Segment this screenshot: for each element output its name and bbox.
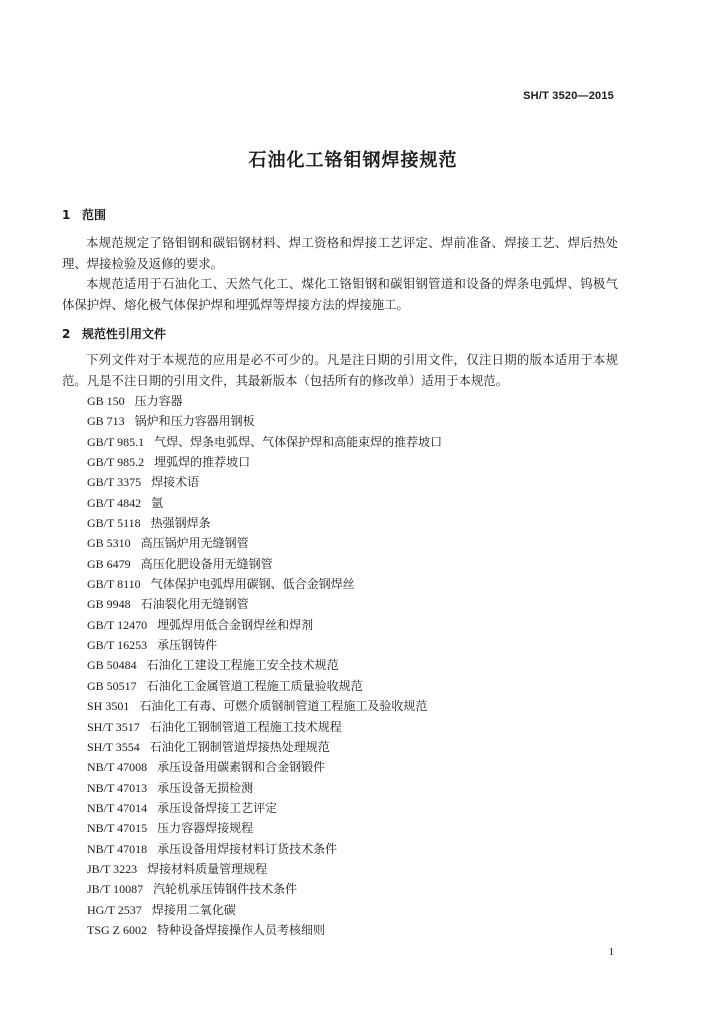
reference-item (87, 594, 442, 614)
reference-item (87, 472, 442, 492)
reference-item (87, 391, 442, 411)
paragraph-scope-2: 本规范适用于石油化工、天然气化工、煤化工铬钼钢和碳钼钢管道和设备的焊条电弧焊、钨极气体保护焊、熔化极气体保护焊和埋弧焊等焊接方法的焊接施工。 (62, 276, 618, 312)
reference-code: SH 3501 (87, 699, 130, 714)
reference-item (87, 717, 442, 737)
reference-item (87, 635, 442, 655)
reference-code: NB/T 47008 (87, 760, 148, 775)
reference-code: GB 5310 (87, 536, 131, 551)
reference-name: 锅炉和压力容器用钢板 (134, 414, 255, 429)
reference-item (87, 411, 442, 431)
reference-code: GB/T 985.2 (87, 455, 145, 470)
reference-code: NB/T 47014 (87, 800, 148, 815)
reference-item (87, 493, 442, 513)
reference-code: TSG Z 6002 (87, 922, 147, 937)
document-title: 石油化工铬钼钢焊接规范 (248, 150, 458, 171)
reference-code: GB/T 3375 (87, 475, 142, 490)
reference-name: 石油化工建设工程施工安全技术规范 (146, 658, 339, 673)
reference-item (87, 574, 442, 594)
reference-name: 氩 (151, 495, 164, 510)
reference-item (87, 859, 442, 879)
section-number: 2 (62, 327, 71, 341)
paragraph-references-intro: 下列文件对于本规范的应用是必不可少的。凡是注日期的引用文件，仅注日期的版本适用于本规范。凡是不注日期的引用文件，其最新版本（包括所有的修改单）适用于本规范。 (62, 352, 618, 388)
reference-name: 高压锅炉用无缝钢管 (140, 536, 249, 551)
reference-name: 埋弧焊用低合金钢焊丝和焊剂 (157, 617, 314, 632)
reference-name: 压力容器焊接规程 (157, 821, 254, 836)
reference-code: NB/T 47015 (87, 821, 148, 836)
reference-item (87, 615, 442, 635)
reference-item (87, 432, 442, 452)
reference-name: 承压设备用碳素钢和合金钢锻件 (157, 760, 326, 775)
paragraph-scope-1: 本规范规定了铬钼钢和碳铝钢材料、焊工资格和焊接工艺评定、焊前准备、焊接工艺、焊后热处理、焊接检验及返修的要求。 (62, 235, 618, 271)
reference-code: NB/T 47013 (87, 780, 148, 795)
reference-code: GB/T 16253 (87, 638, 148, 653)
reference-item (87, 696, 442, 716)
reference-item (87, 839, 442, 859)
reference-item (87, 513, 442, 533)
reference-list (87, 391, 442, 940)
reference-name: 高压化肥设备用无缝钢管 (140, 556, 273, 571)
reference-code: GB/T 5118 (87, 516, 141, 531)
reference-item (87, 900, 442, 920)
section-heading-normative-references (62, 325, 166, 342)
section-title: 范围 (82, 208, 107, 222)
reference-code: JB/T 3223 (87, 861, 138, 876)
reference-item (87, 757, 442, 777)
reference-name: 特种设备焊接操作人员考核细则 (157, 922, 326, 937)
reference-code: NB/T 47018 (87, 841, 148, 856)
reference-code: GB/T 4842 (87, 495, 142, 510)
reference-item (87, 737, 442, 757)
reference-name: 气焊、焊条电弧焊、气体保护焊和高能束焊的推荐坡口 (154, 434, 443, 449)
reference-item (87, 554, 442, 574)
reference-name: 承压钢铸件 (157, 638, 218, 653)
reference-name: 气体保护电弧焊用碳钢、低合金钢焊丝 (150, 577, 355, 592)
reference-name: 承压设备焊接工艺评定 (157, 800, 278, 815)
reference-code: GB 150 (87, 394, 125, 408)
reference-code: GB/T 8110 (87, 577, 141, 592)
reference-name: 石油化工金属管道工程施工质量验收规范 (146, 678, 363, 693)
reference-item (87, 920, 442, 940)
reference-code: SH/T 3517 (87, 719, 140, 734)
reference-item (87, 778, 442, 798)
reference-item (87, 452, 442, 472)
reference-name: 石油化工有毒、可燃介质钢制管道工程施工及验收规范 (139, 699, 428, 714)
reference-code: GB 50517 (87, 678, 137, 693)
reference-code: GB 713 (87, 414, 125, 429)
reference-item (87, 798, 442, 818)
reference-name: 承压设备用焊接材料订货技术条件 (157, 841, 338, 856)
reference-item (87, 533, 442, 553)
standard-code: SH/T 3520—2015 (523, 90, 614, 102)
section-title: 规范性引用文件 (82, 327, 167, 341)
section-number: 1 (62, 208, 71, 222)
reference-name: 汽轮机承压铸钢件技术条件 (153, 882, 298, 897)
reference-name: 焊接术语 (151, 475, 200, 490)
reference-code: GB/T 12470 (87, 617, 148, 632)
reference-code: GB 6479 (87, 556, 131, 571)
reference-name: 石油裂化用无缝钢管 (140, 597, 249, 612)
reference-name: 压力容器 (134, 394, 183, 408)
reference-name: 焊接用二氧化碳 (151, 902, 236, 917)
reference-name: 石油化工钢制管道焊接热处理规范 (149, 739, 330, 754)
reference-item (87, 879, 442, 899)
reference-name: 承压设备无损检测 (157, 780, 254, 795)
reference-name: 石油化工钢制管道工程施工技术规程 (149, 719, 342, 734)
reference-name: 热强钢焊条 (150, 516, 211, 531)
reference-item (87, 655, 442, 675)
reference-code: SH/T 3554 (87, 739, 140, 754)
reference-name: 埋弧焊的推荐坡口 (154, 455, 251, 470)
page-number: 1 (608, 946, 614, 958)
reference-item (87, 818, 442, 838)
section-heading-scope (62, 206, 106, 223)
reference-name: 焊接材料质量管理规程 (147, 861, 268, 876)
reference-code: GB/T 985.1 (87, 434, 145, 449)
reference-code: GB 50484 (87, 658, 137, 673)
reference-code: HG/T 2537 (87, 902, 142, 917)
reference-code: JB/T 10087 (87, 882, 144, 897)
reference-code: GB 9948 (87, 597, 131, 612)
reference-item (87, 676, 442, 696)
